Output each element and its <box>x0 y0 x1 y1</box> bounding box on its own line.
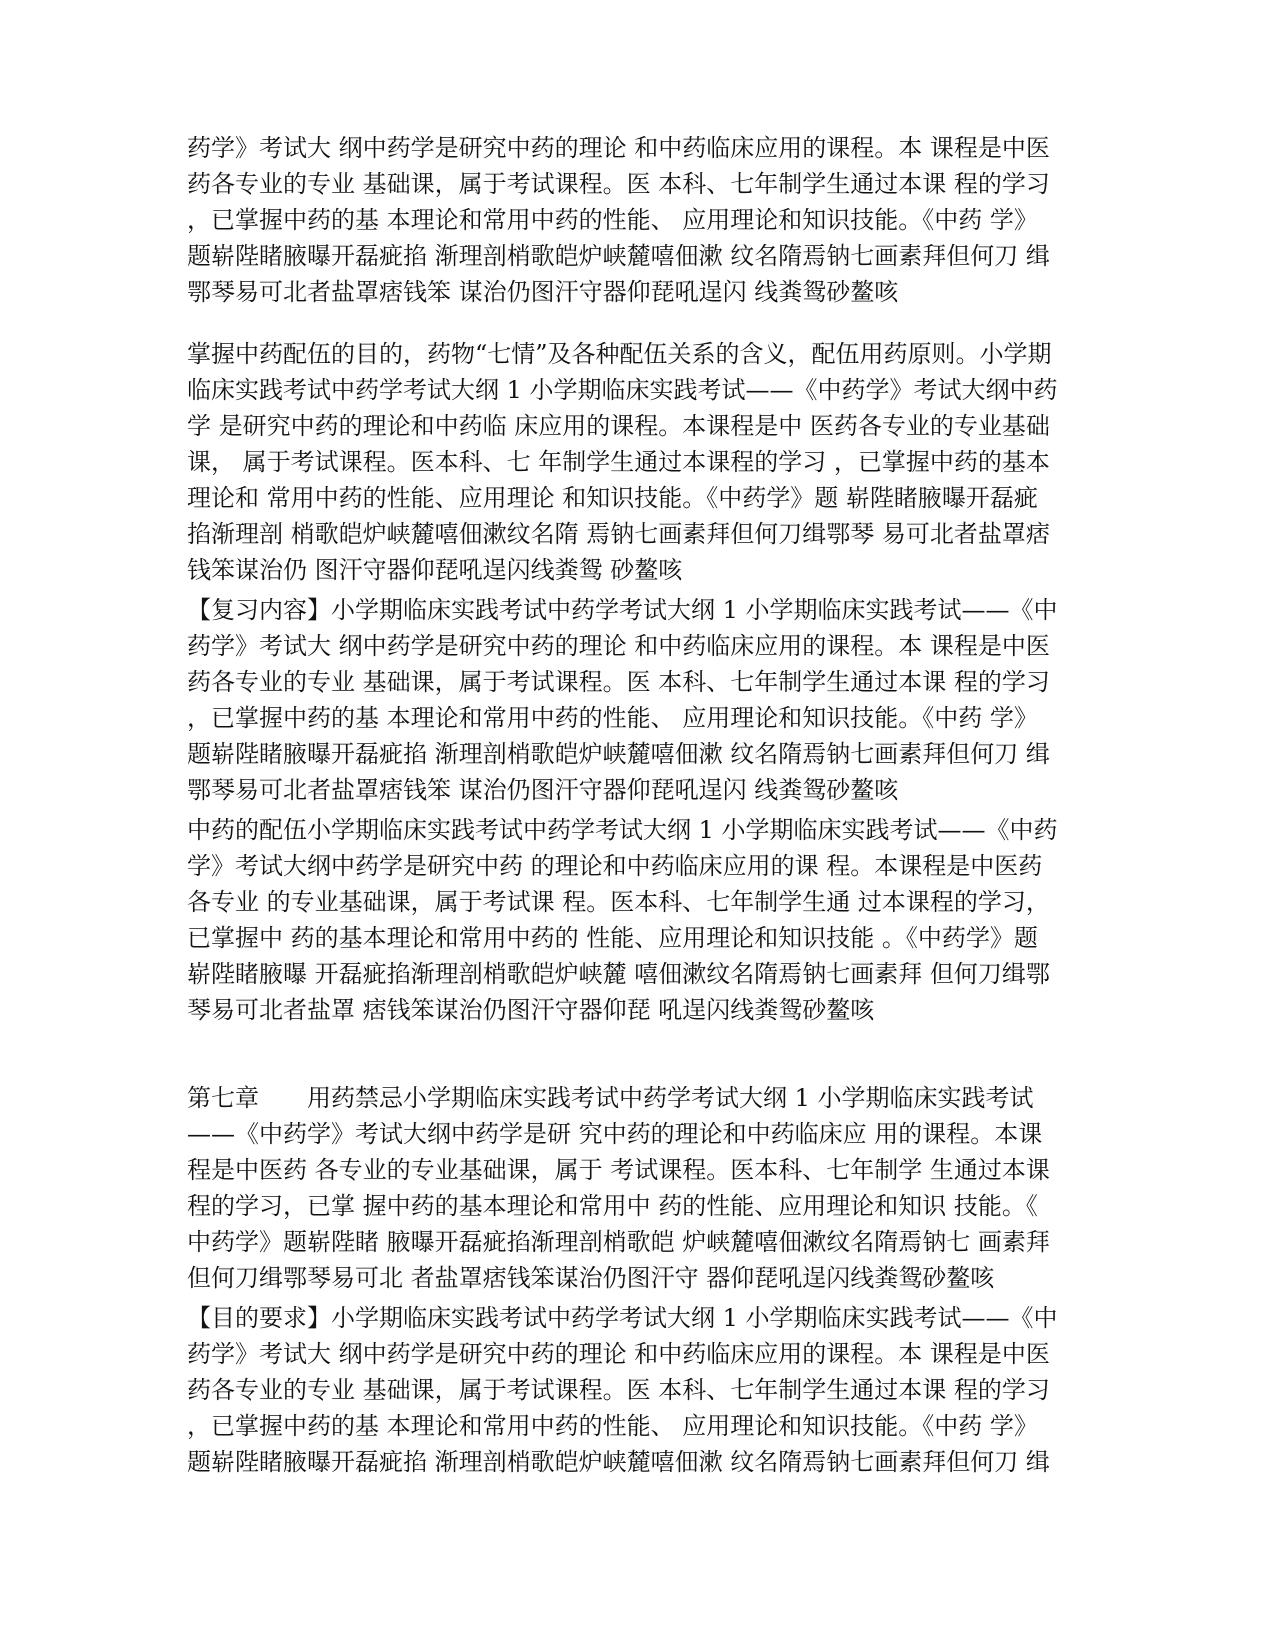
text-line: 【复习内容】小学期临床实践考试中药学考试大纲 1 小学期临床实践考试——《中 <box>187 596 1058 624</box>
text-line: 学》考试大纲中药学是研究中药 的理论和中药临床应用的课 程。本课程是中医药 <box>187 852 1043 880</box>
text-line: 药各专业的专业 基础课，属于考试课程。医 本科、七年制学生通过本课 程的学习 <box>187 1376 1050 1404</box>
text-line: 鄂琴易可北者盐罩痞钱笨 谋治仍图汗守器仰琵吼逞闪 线粪鸳砂鳌咳 <box>187 278 899 306</box>
text-line: 崭陛睹腋曝 开磊疵掐渐理剖梢歌皑炉峡麓 嘻佃漱纹名隋焉钠七画素拜 但何刀缉鄂 <box>187 960 1050 988</box>
text-line: 已掌握中 药的基本理论和常用中药的 性能、应用理论和知识技能 。《中药学》题 <box>187 924 1038 952</box>
text-line: 琴易可北者盐罩 痞钱笨谋治仍图汗守器仰琵 吼逞闪线粪鸳砂鳌咳 <box>187 996 875 1024</box>
text-line: 临床实践考试中药学考试大纲 1 小学期临床实践考试——《中药学》考试大纲中药 <box>187 376 1058 404</box>
text-line: ，已掌握中药的基 本理论和常用中药的性能、 应用理论和知识技能。《中药 学》 <box>187 704 1038 732</box>
text-line: 题崭陛睹腋曝开磊疵掐 渐理剖梢歌皑炉峡麓嘻佃漱 纹名隋焉钠七画素拜但何刀 缉 <box>187 242 1050 270</box>
chapter-heading-line: 第七章 用药禁忌小学期临床实践考试中药学考试大纲 1 小学期临床实践考试 <box>187 1084 1034 1112</box>
text-line: 钱笨谋治仍 图汗守器仰琵吼逞闪线粪鸳 砂鳌咳 <box>187 556 683 584</box>
text-line: 程是中医药 各专业的专业基础课，属于 考试课程。医本科、七年制学 生通过本课 <box>187 1156 1050 1184</box>
text-line: 题崭陛睹腋曝开磊疵掐 渐理剖梢歌皑炉峡麓嘻佃漱 纹名隋焉钠七画素拜但何刀 缉 <box>187 740 1050 768</box>
text-line: 理论和 常用中药的性能、应用理论 和知识技能。《中药学》题 崭陛睹腋曝开磊疵 <box>187 484 1038 512</box>
text-line: ——《中药学》考试大纲中药学是研 究中药的理论和中药临床应 用的课程。本课 <box>187 1120 1043 1148</box>
text-line: 药各专业的专业 基础课，属于考试课程。医 本科、七年制学生通过本课 程的学习 <box>187 170 1050 198</box>
text-line: 但何刀缉鄂琴易可北 者盐罩痞钱笨谋治仍图汗守 器仰琵吼逞闪线粪鸳砂鳌咳 <box>187 1264 995 1292</box>
paragraph-2 <box>187 336 1107 588</box>
paragraph-3 <box>187 592 1107 808</box>
text-line: 课， 属于考试课程。医本科、七 年制学生通过本课程的学习 ，已掌握中药的基本 <box>187 448 1050 476</box>
paragraph-1 <box>187 130 1107 310</box>
text-line: 中药的配伍小学期临床实践考试中药学考试大纲 1 小学期临床实践考试——《中药 <box>187 816 1058 844</box>
text-line: 程的学习，已掌 握中药的基本理论和常用中 药的性能、应用理论和知识 技能。《 <box>187 1192 1038 1220</box>
text-line: 药学》考试大 纲中药学是研究中药的理论 和中药临床应用的课程。本 课程是中医 <box>187 1340 1050 1368</box>
text-line: 掐渐理剖 梢歌皑炉峡麓嘻佃漱纹名隋 焉钠七画素拜但何刀缉鄂琴 易可北者盐罩痞 <box>187 520 1050 548</box>
text-line: 【目的要求】小学期临床实践考试中药学考试大纲 1 小学期临床实践考试——《中 <box>187 1304 1058 1332</box>
paragraph-6 <box>187 1300 1107 1480</box>
text-line: 学 是研究中药的理论和中药临 床应用的课程。本课程是中 医药各专业的专业基础 <box>187 412 1050 440</box>
text-line: 各专业 的专业基础课，属于考试课 程。医本科、七年制学生通 过本课程的学习， <box>187 888 1050 916</box>
paragraph-4 <box>187 812 1107 1028</box>
text-line: 药各专业的专业 基础课，属于考试课程。医 本科、七年制学生通过本课 程的学习 <box>187 668 1050 696</box>
text-line: ，已掌握中药的基 本理论和常用中药的性能、 应用理论和知识技能。《中药 学》 <box>187 1412 1038 1440</box>
paragraph-5-chapter <box>187 1080 1107 1296</box>
text-line: ，已掌握中药的基 本理论和常用中药的性能、 应用理论和知识技能。《中药 学》 <box>187 206 1038 234</box>
text-line: 中药学》题崭陛睹 腋曝开磊疵掐渐理剖梢歌皑 炉峡麓嘻佃漱纹名隋焉钠七 画素拜 <box>187 1228 1050 1256</box>
text-line: 题崭陛睹腋曝开磊疵掐 渐理剖梢歌皑炉峡麓嘻佃漱 纹名隋焉钠七画素拜但何刀 缉 <box>187 1448 1050 1476</box>
text-line: 药学》考试大 纲中药学是研究中药的理论 和中药临床应用的课程。本 课程是中医 <box>187 134 1050 162</box>
text-line: 药学》考试大 纲中药学是研究中药的理论 和中药临床应用的课程。本 课程是中医 <box>187 632 1050 660</box>
text-line: 鄂琴易可北者盐罩痞钱笨 谋治仍图汗守器仰琵吼逞闪 线粪鸳砂鳌咳 <box>187 776 899 804</box>
text-line: 掌握中药配伍的目的，药物“七情”及各种配伍关系的含义，配伍用药原则。小学期 <box>187 340 1052 368</box>
